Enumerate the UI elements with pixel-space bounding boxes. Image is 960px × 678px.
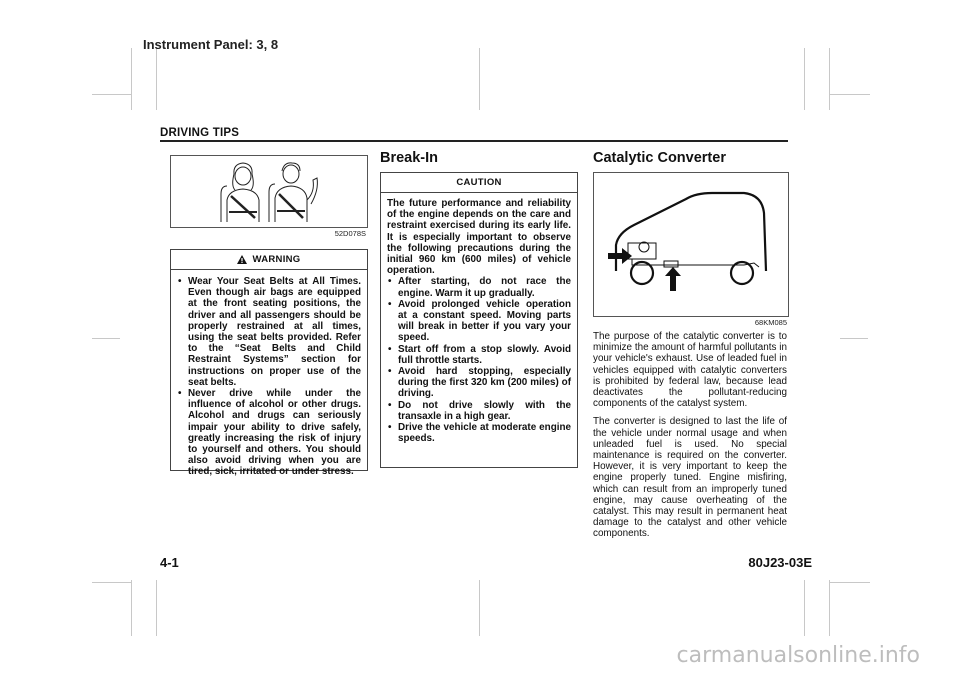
crop-mark [840,338,868,339]
vehicle-diagram [594,173,788,316]
crop-mark [804,48,805,110]
seatbelt-drawing [171,156,367,227]
crop-mark [156,48,157,110]
converter-paragraph: The purpose of the catalytic converter is to minimize the amount of harmful pollutants in your vehicle's exhaust. Use of leaded fuel in vehicles equipped with catalytic converters is prohibited by federal law, because lead deactivates the pollutant-reducing components of the catalyst system. [593,331,787,410]
caution-header [381,173,577,193]
seatbelt-illustration [170,155,368,228]
crop-mark [804,580,805,636]
watermark-text: carmanualsonline.info [676,643,920,668]
figure-code-converter: 68KM085 [754,318,787,327]
warning-heading: WARNING [252,254,301,265]
arrow-converter-icon [665,267,681,291]
caution-item: • After starting, do not race the engine. Warm it up gradually. [387,276,571,298]
caution-item: • Drive the vehicle at moderate engine speeds. [387,422,571,444]
document-code: 80J23-03E [748,555,812,570]
crop-mark [829,48,830,110]
crop-mark [479,48,480,110]
page-number: 4-1 [160,555,179,570]
crop-mark [829,580,830,636]
converter-paragraph: The converter is designed to last the life of the vehicle under normal usage and when unleaded fuel is used. No special maintenance is required on the converter. However, it is very important to keep the engine properly tuned. Engine misfiring, which can result from an improperly tuned engine, may cause overheating of the catalyst. This may result in permanent heat damage to the catalyst and other vehicle components. [593,416,787,540]
caution-intro: The future performance and reliability of the engine depends on the care and restraint exercised during its early life. It is especially important to observe the following precautions during the initial 960 km (600 miles) of vehicle operation. [387,198,571,277]
instrument-panel-label: Instrument Panel: 3, 8 [143,37,279,52]
caution-box [380,172,578,468]
caution-item: • Avoid prolonged vehicle operation at a constant speed. Moving parts will break in better if you vary your speed. [387,299,571,344]
crop-mark [156,580,157,636]
warning-triangle-icon [237,255,247,264]
crop-mark [830,94,870,95]
catalytic-converter-illustration [593,172,789,317]
crop-mark [92,94,132,95]
break-in-heading: Break-In [380,150,439,166]
caution-item: • Start off from a stop slowly. Avoid full throttle starts. [387,344,571,366]
section-rule [160,140,788,142]
crop-mark [131,580,132,636]
warning-header [171,250,367,270]
crop-mark [479,580,480,636]
caution-item: • Avoid hard stopping, especially during the first 320 km (200 miles) of driving. [387,366,571,400]
warning-item-alcohol: • Never drive while under the influence of alcohol or other drugs. Alcohol and drugs can seriously impair your ability to drive safely, greatly increasing the risk of injury to yourself and others. You should also avoid driving when you are tired, sick, irritated or under stress. [177,388,361,478]
figure-code-seatbelt: 52D078S [334,229,366,238]
caution-item: • Do not drive slowly with the transaxle in a high gear. [387,400,571,422]
crop-mark [92,582,132,583]
crop-mark [92,338,120,339]
crop-mark [131,48,132,110]
section-title: DRIVING TIPS [160,127,240,139]
warning-item-seatbelts: • Wear Your Seat Belts at All Times. Even though air bags are equipped at the front seating positions, the driver and all passengers should be properly restrained at all times, using the seat belts provided. Refer to the “Seat Belts and Child Restraint Systems” section for instructions on proper use of the seat belts. [177,276,361,388]
converter-text [593,331,787,547]
caution-heading: CAUTION [456,177,502,188]
catalytic-converter-heading: Catalytic Converter [593,150,726,166]
crop-mark [830,582,870,583]
warning-box [170,249,368,478]
